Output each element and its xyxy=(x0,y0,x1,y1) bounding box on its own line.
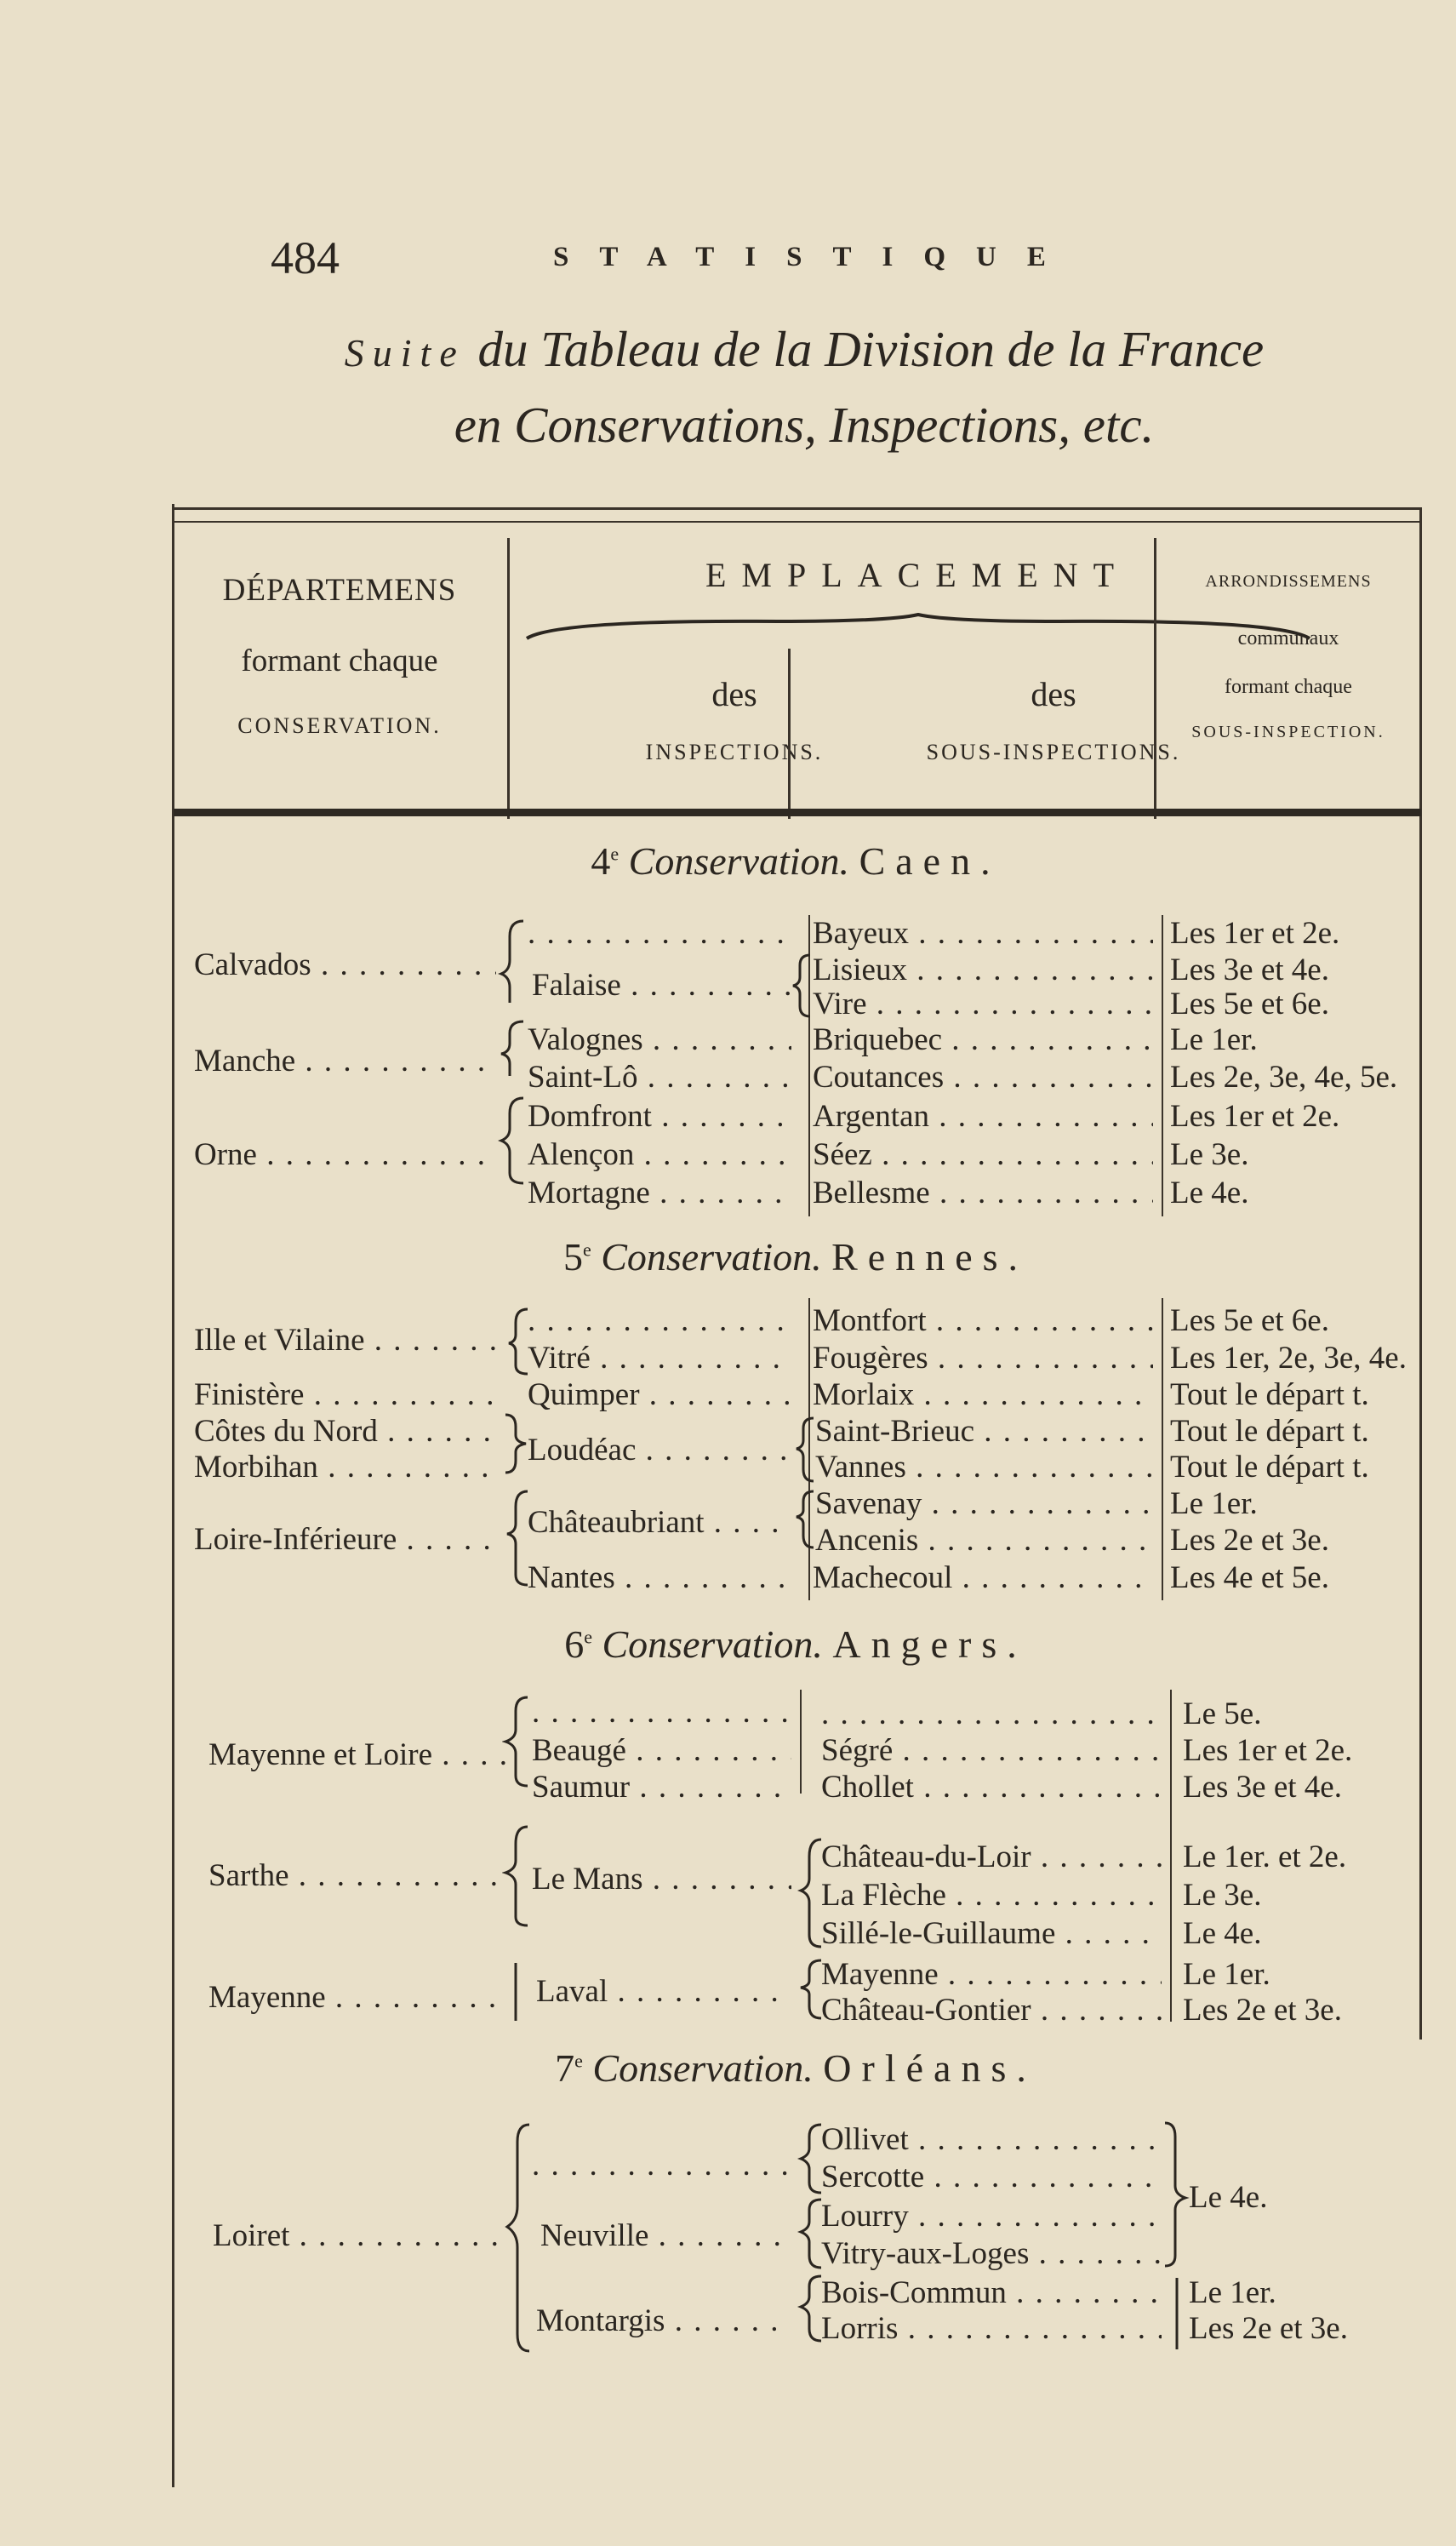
sous-machecoul: Machecoul . . . xyxy=(813,1559,1153,1597)
insp-domfront: Domfront . . . xyxy=(528,1098,791,1136)
title-caps: Suite xyxy=(344,331,465,375)
sous-fougeres: Fougères . . . xyxy=(813,1340,1153,1377)
arr-angers-2: Les 1er et 2e. xyxy=(1183,1733,1353,1768)
section-heading-orleans: 7e Conservation. Orléans. xyxy=(555,2046,1036,2090)
arr-caen-1: Les 1er et 2e. xyxy=(1170,916,1340,951)
sous-argentan: Argentan . . . xyxy=(813,1098,1153,1136)
dept-cotes-du-nord: Côtes du Nord . . . xyxy=(194,1413,499,1450)
header-departemens: DÉPARTEMENS formant chaque CONSERVATION. xyxy=(222,573,457,738)
sous-bellesme: Bellesme . . . xyxy=(813,1175,1153,1212)
dept-calvados: Calvados . . . xyxy=(194,947,496,984)
arr-angers-8: Les 2e et 3e. xyxy=(1183,1993,1342,2028)
sous-mayenne: Mayenne . . . xyxy=(821,1956,1162,1994)
sous-sercotte: Sercotte . . . xyxy=(821,2159,1162,2196)
dept-ille-et-vilaine: Ille et Vilaine . . . xyxy=(194,1322,499,1359)
table-header xyxy=(174,521,1421,802)
arr-rennes-3: Tout le départ t. xyxy=(1170,1377,1369,1412)
section-heading-caen: 4e Conservation. Caen. xyxy=(591,839,1001,883)
brace-falaise-icon xyxy=(790,952,815,1020)
sous-la-fleche: La Flèche . . . xyxy=(821,1877,1162,1914)
insp-rennes-blank xyxy=(528,1302,791,1340)
sous-sille-le-guillaume: Sillé-le-Guillaume . . . xyxy=(821,1915,1162,1953)
sous-coutances: Coutances . . . xyxy=(813,1059,1153,1096)
dept-mayenne-et-loire: Mayenne et Loire . . . xyxy=(208,1736,506,1774)
arr-angers-3: Les 3e et 4e. xyxy=(1183,1770,1342,1805)
sous-lorris: Lorris . . . xyxy=(821,2310,1162,2348)
title-line-1: du Tableau de la Division de la France xyxy=(477,321,1265,377)
sous-lourry: Lourry . . . xyxy=(821,2198,1162,2235)
dept-orne: Orne . . . xyxy=(194,1136,496,1174)
header-emplacement: EMPLACEMENT xyxy=(705,556,1129,594)
arr-caen-2: Les 3e et 4e. xyxy=(1170,953,1329,987)
section-heading-angers: 6e Conservation. Angers. xyxy=(564,1622,1027,1666)
insp-quimper: Quimper . . . xyxy=(528,1376,791,1414)
arr-rennes-4: Tout le départ t. xyxy=(1170,1414,1369,1449)
sous-vire: Vire . . . xyxy=(813,986,1153,1023)
dept-morbihan: Morbihan . . . xyxy=(194,1449,499,1486)
sous-seez: Séez . . . xyxy=(813,1136,1153,1174)
sous-bayeux: Bayeux . . . xyxy=(813,915,1153,953)
insp-valognes: Valognes . . . xyxy=(528,1021,791,1059)
insp-le-mans: Le Mans . . . xyxy=(532,1861,791,1898)
page-number: 484 xyxy=(271,232,340,283)
brace-orleans-icon xyxy=(504,2121,538,2368)
insp-alencon: Alençon . . . xyxy=(528,1136,791,1174)
brace-rennes-icon xyxy=(502,1302,536,1609)
insp-angers-blank xyxy=(532,1694,791,1731)
insp-chateaubriant: Châteaubriant . . . xyxy=(528,1504,791,1542)
arr-caen-8: Le 4e. xyxy=(1170,1176,1249,1210)
header-arrondissemens: ARRONDISSEMENS communaux formant chaque SOUS-INSPECTION. xyxy=(1191,572,1385,741)
sous-saint-brieuc: Saint-Brieuc . . . xyxy=(815,1413,1153,1450)
running-title: STATISTIQUE xyxy=(553,242,1076,272)
dept-mayenne: Mayenne . . . xyxy=(208,1979,506,2017)
sous-savenay: Savenay . . . xyxy=(815,1485,1153,1523)
arr-rennes-7: Les 2e et 3e. xyxy=(1170,1523,1329,1558)
brace-rennes-sous-icon xyxy=(791,1413,817,1566)
sous-chateau-gontier: Château-Gontier . . . xyxy=(821,1992,1162,2029)
brace-angers-icon xyxy=(502,1694,536,2034)
sous-ollivet: Ollivet . . . xyxy=(821,2121,1162,2159)
sous-bois-commun: Bois-Commun . . . xyxy=(821,2274,1162,2312)
insp-montargis: Montargis . . . xyxy=(536,2303,791,2340)
dept-loire-inferieure: Loire-Inférieure . . . xyxy=(194,1521,499,1559)
sous-lisieux: Lisieux . . . xyxy=(813,952,1153,989)
insp-saumur: Saumur . . . xyxy=(532,1769,791,1806)
sous-morlaix: Morlaix . . . xyxy=(813,1376,1153,1414)
rule-arr-angers xyxy=(1170,1690,1172,2022)
dept-sarthe: Sarthe . . . xyxy=(208,1857,506,1895)
running-head xyxy=(271,232,1122,291)
arr-rennes-8: Les 4e et 5e. xyxy=(1170,1560,1329,1595)
arr-rennes-6: Le 1er. xyxy=(1170,1486,1258,1521)
arr-rennes-1: Les 5e et 6e. xyxy=(1170,1303,1329,1338)
insp-saint-lo: Saint-Lô . . . xyxy=(528,1059,791,1096)
arr-angers-4: Le 1er. et 2e. xyxy=(1183,1839,1347,1874)
insp-vitre: Vitré . . . xyxy=(528,1340,791,1377)
insp-neuville: Neuville . . . xyxy=(540,2217,791,2255)
sous-ancenis: Ancenis . . . xyxy=(815,1522,1153,1559)
sous-briquebec: Briquebec . . . xyxy=(813,1021,1153,1059)
brace-angers-sous-icon xyxy=(796,1834,826,2039)
arr-rennes-5: Tout le départ t. xyxy=(1170,1450,1369,1485)
insp-falaise: Falaise . . . xyxy=(532,967,791,1004)
dept-finistere: Finistère . . . xyxy=(194,1376,499,1414)
insp-caen-blank xyxy=(528,915,791,953)
rule-sous-angers-1 xyxy=(800,1690,802,1794)
insp-beauge: Beaugé . . . xyxy=(532,1732,791,1770)
sous-chateau-du-loir: Château-du-Loir . . . xyxy=(821,1839,1162,1876)
sous-vitry-aux-loges: Vitry-aux-Loges . . . xyxy=(821,2235,1162,2273)
rule-arr-caen xyxy=(1162,915,1163,1216)
arr-angers-5: Le 3e. xyxy=(1183,1878,1262,1913)
dept-loiret: Loiret . . . xyxy=(213,2217,506,2255)
page-title xyxy=(153,313,1455,461)
arr-angers-1: Le 5e. xyxy=(1183,1696,1262,1731)
insp-loudeac: Loudéac . . . xyxy=(528,1432,791,1469)
sous-montfort: Montfort . . . xyxy=(813,1302,1153,1340)
sous-segre: Ségré . . . xyxy=(821,1732,1162,1770)
brace-orleans-sous-icon xyxy=(796,2121,826,2368)
header-inspections: des INSPECTIONS. xyxy=(645,675,824,764)
dept-manche: Manche . . . xyxy=(194,1043,496,1080)
sous-angers-blank xyxy=(821,1696,1162,1733)
brace-orleans-arr-icon xyxy=(1162,2120,1192,2375)
arr-caen-3: Les 5e et 6e. xyxy=(1170,987,1329,1021)
arr-orleans-1: Le 4e. xyxy=(1189,2180,1268,2215)
arr-orleans-3: Les 2e et 3e. xyxy=(1189,2311,1348,2346)
sous-chollet: Chollet . . . xyxy=(821,1769,1162,1806)
brace-caen-icon xyxy=(498,918,532,1224)
arr-angers-7: Le 1er. xyxy=(1183,1957,1270,1992)
section-heading-rennes: 5e Conservation. Rennes. xyxy=(562,1235,1029,1279)
rule-arr-rennes xyxy=(1162,1298,1163,1600)
arr-caen-6: Les 1er et 2e. xyxy=(1170,1099,1340,1134)
arr-angers-6: Le 4e. xyxy=(1183,1916,1262,1951)
insp-orleans-blank xyxy=(532,2147,791,2184)
header-bottom-rule xyxy=(174,809,1421,816)
arr-caen-4: Le 1er. xyxy=(1170,1022,1258,1057)
insp-mortagne: Mortagne . . . xyxy=(528,1175,791,1212)
insp-nantes: Nantes . . . xyxy=(528,1559,791,1597)
arr-rennes-2: Les 1er, 2e, 3e, 4e. xyxy=(1170,1341,1407,1376)
sous-vannes: Vannes . . . xyxy=(815,1449,1153,1486)
title-line-2: en Conservations, Inspections, etc. xyxy=(454,397,1155,453)
arr-caen-7: Le 3e. xyxy=(1170,1137,1249,1172)
insp-laval: Laval . . . xyxy=(536,1973,791,2011)
arr-caen-5: Les 2e, 3e, 4e, 5e. xyxy=(1170,1060,1398,1095)
arr-orleans-2: Le 1er. xyxy=(1189,2275,1276,2310)
header-sous-inspections: des SOUS-INSPECTIONS. xyxy=(926,675,1181,764)
